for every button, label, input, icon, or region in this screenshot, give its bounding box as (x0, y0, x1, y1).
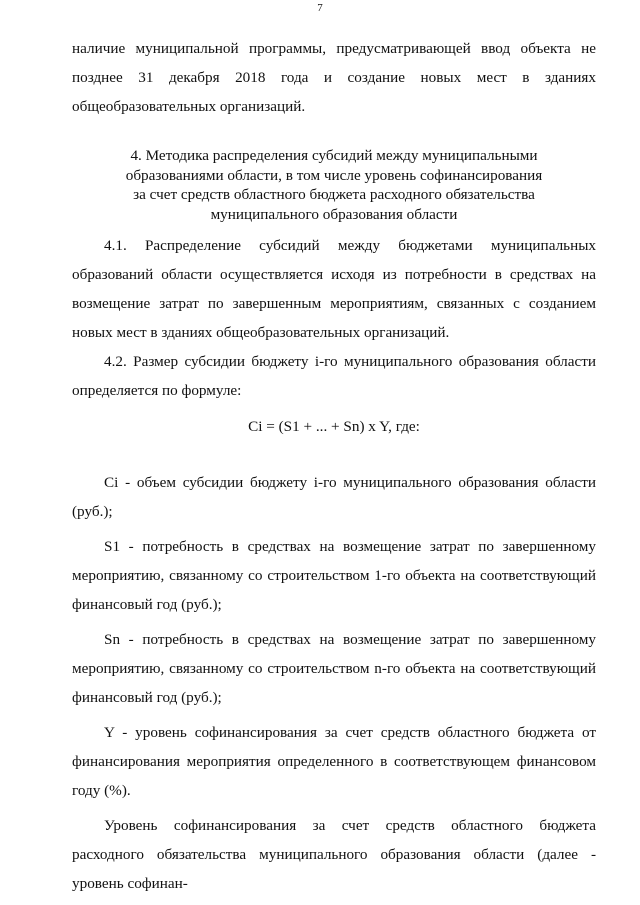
definitions-block (72, 468, 596, 898)
definition-ci: Ci - объем субсидии бюджету i-го муниципального образования области (руб.); (72, 474, 596, 520)
intro-block (72, 34, 596, 121)
closing-paragraph: Уровень софинансирования за счет средств областного бюджета расходного обязательства муниципального образования области (далее - уровень софинан- (72, 817, 596, 892)
paragraph-4-2: 4.2. Размер субсидии бюджету i-го муниципального образования области определяется по формуле: (72, 353, 596, 399)
definition-s1: S1 - потребность в средствах на возмещение затрат по завершенному мероприятию, связанному со строительством 1-го объекта на соответствующий финансовый год (руб.); (72, 538, 596, 613)
definition-sn: Sn - потребность в средствах на возмещение затрат по завершенному мероприятию, связанному со строительством n-го объекта на соответствующий финансовый год (руб.); (72, 631, 596, 706)
section-heading-line-1: 4. Методика распределения субсидий между муниципальными (130, 147, 538, 164)
formula: Ci = (S1 + ... + Sn) x Y, где: (248, 418, 420, 435)
section-heading (72, 146, 596, 224)
section-heading-line-4: муниципального образования области (210, 205, 458, 223)
section-heading-line-3: за счет средств областного бюджета расходного обязательства (133, 186, 535, 203)
intro-paragraph: наличие муниципальной программы, предусматривающей ввод объекта не позднее 31 декабря 2018 года и создание новых мест в зданиях общеобразовательных организаций. (72, 40, 596, 115)
paragraph-4-1: 4.1. Распределение субсидий между бюджетами муниципальных образований области осуществляется исходя из потребности в средствах на возмещение затрат по завершенным мероприятиям, связанных с созданием новых мест в зданиях общеобразовательных организаций. (72, 237, 596, 341)
section-body (72, 231, 596, 405)
section-heading-line-2: образованиями области, в том числе уровень софинансирования (125, 166, 543, 184)
page-number: 7 (317, 2, 323, 14)
definition-y: Y - уровень софинансирования за счет средств областного бюджета от финансирования мероприятия определенного в соответствующем финансовом году (%). (72, 724, 596, 799)
